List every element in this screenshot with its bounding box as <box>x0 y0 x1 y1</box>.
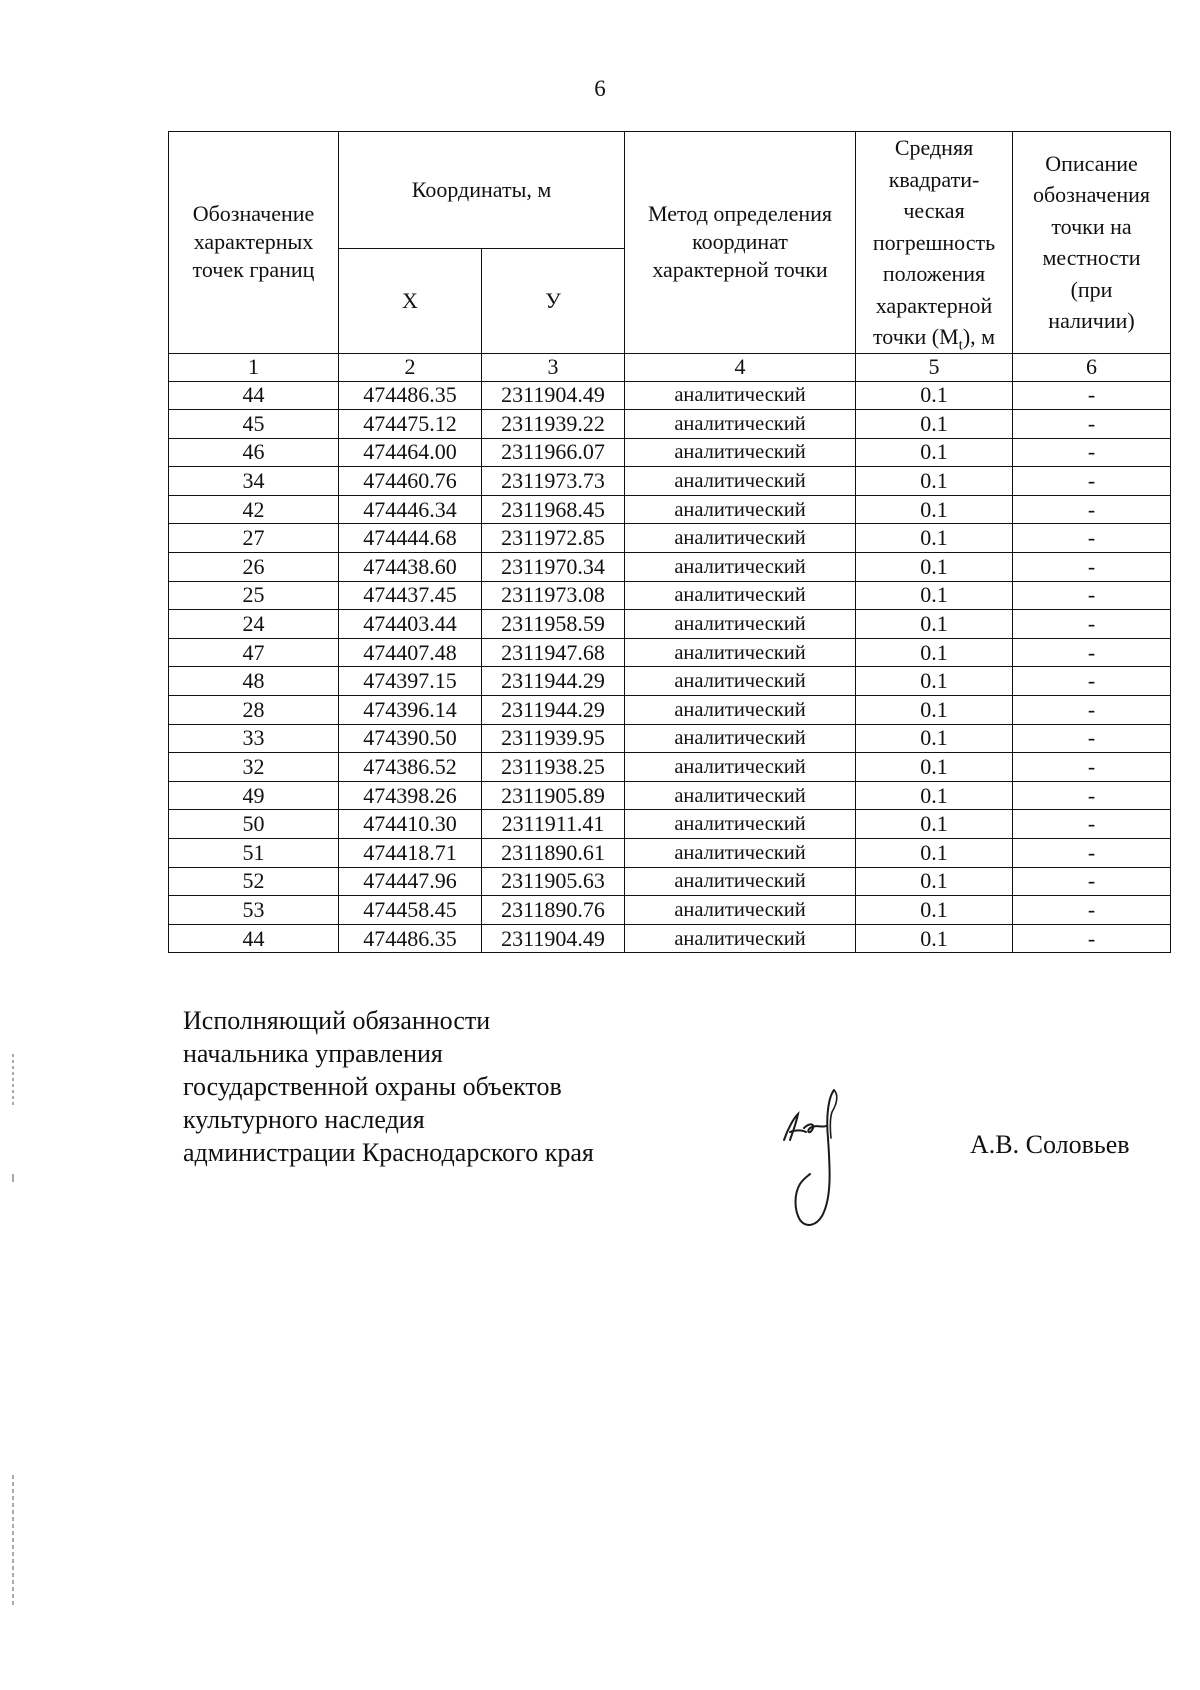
table-row <box>169 839 1171 868</box>
cell-desc: - <box>1013 410 1171 439</box>
header-error-line: погрешность <box>872 229 996 255</box>
cell-y: 2311958.59 <box>482 610 625 639</box>
cell-y: 2311966.07 <box>482 438 625 467</box>
cell-point: 46 <box>169 438 339 467</box>
cell-error: 0.1 <box>856 924 1013 953</box>
cell-method: аналитический <box>625 553 856 582</box>
column-number: 4 <box>625 353 856 381</box>
table-row <box>169 696 1171 725</box>
cell-error: 0.1 <box>856 810 1013 839</box>
header-y: У <box>482 249 625 353</box>
table-row <box>169 638 1171 667</box>
cell-method: аналитический <box>625 724 856 753</box>
cell-method: аналитический <box>625 667 856 696</box>
header-method-line: характерной точки <box>652 257 828 283</box>
header-error-line: ческая <box>903 198 965 223</box>
cell-y: 2311905.63 <box>482 867 625 896</box>
cell-method: аналитический <box>625 610 856 639</box>
cell-x: 474418.71 <box>339 839 482 868</box>
header-error-line: характерной <box>875 292 993 318</box>
page-number: 6 <box>594 76 606 101</box>
table-row <box>169 896 1171 925</box>
cell-point: 32 <box>169 753 339 782</box>
header-description-line: местности <box>1042 245 1141 271</box>
header-designation-line: характерных <box>193 229 314 255</box>
cell-y: 2311947.68 <box>482 638 625 667</box>
scan-margin-marks <box>0 0 60 1690</box>
header-error-line: положения <box>882 261 986 286</box>
cell-y: 2311939.22 <box>482 410 625 439</box>
cell-error: 0.1 <box>856 839 1013 868</box>
cell-point: 26 <box>169 553 339 582</box>
cell-x: 474397.15 <box>339 667 482 696</box>
cell-point: 34 <box>169 467 339 496</box>
header-designation-line: точек границ <box>192 257 315 283</box>
table-row <box>169 438 1171 467</box>
cell-method: аналитический <box>625 467 856 496</box>
cell-y: 2311904.49 <box>482 924 625 953</box>
table-row <box>169 667 1171 696</box>
cell-x: 474390.50 <box>339 724 482 753</box>
header-description-line: наличии) <box>1048 308 1135 334</box>
cell-x: 474398.26 <box>339 781 482 810</box>
cell-y: 2311890.61 <box>482 839 625 868</box>
header-coordinates: Координаты, м <box>339 132 625 249</box>
cell-method: аналитический <box>625 867 856 896</box>
cell-y: 2311968.45 <box>482 495 625 524</box>
cell-point: 49 <box>169 781 339 810</box>
header-error <box>856 132 1013 354</box>
cell-point: 51 <box>169 839 339 868</box>
cell-y: 2311890.76 <box>482 896 625 925</box>
cell-y: 2311944.29 <box>482 696 625 725</box>
cell-point: 48 <box>169 667 339 696</box>
header-description-line: Описание <box>1045 150 1138 176</box>
cell-desc: - <box>1013 638 1171 667</box>
cell-point: 44 <box>169 924 339 953</box>
header-error-line-last <box>856 321 1012 353</box>
cell-x: 474444.68 <box>339 524 482 553</box>
header-method-line: Метод определения <box>647 201 833 227</box>
header-description <box>1013 132 1171 354</box>
cell-desc: - <box>1013 438 1171 467</box>
cell-method: аналитический <box>625 495 856 524</box>
column-number: 6 <box>1013 353 1171 381</box>
cell-x: 474386.52 <box>339 753 482 782</box>
cell-error: 0.1 <box>856 753 1013 782</box>
cell-method: аналитический <box>625 810 856 839</box>
signatory-title-line: культурного наследия <box>183 1105 425 1134</box>
column-number: 3 <box>482 353 625 381</box>
cell-error: 0.1 <box>856 867 1013 896</box>
cell-error: 0.1 <box>856 524 1013 553</box>
table-row <box>169 553 1171 582</box>
cell-method: аналитический <box>625 524 856 553</box>
cell-desc: - <box>1013 667 1171 696</box>
table-row <box>169 753 1171 782</box>
table-row <box>169 724 1171 753</box>
cell-method: аналитический <box>625 410 856 439</box>
cell-method: аналитический <box>625 696 856 725</box>
cell-x: 474475.12 <box>339 410 482 439</box>
cell-method: аналитический <box>625 638 856 667</box>
signer-name: А.В. Соловьев <box>970 1130 1130 1159</box>
cell-desc: - <box>1013 781 1171 810</box>
header-error-line: Средняя <box>894 135 974 160</box>
signatory-title-line: государственной охраны объектов <box>183 1072 562 1101</box>
cell-point: 50 <box>169 810 339 839</box>
table-row <box>169 495 1171 524</box>
column-number: 5 <box>856 353 1013 381</box>
cell-method: аналитический <box>625 896 856 925</box>
cell-x: 474396.14 <box>339 696 482 725</box>
cell-point: 52 <box>169 867 339 896</box>
cell-desc: - <box>1013 839 1171 868</box>
cell-error: 0.1 <box>856 581 1013 610</box>
table-row <box>169 467 1171 496</box>
cell-y: 2311904.49 <box>482 381 625 410</box>
cell-error: 0.1 <box>856 410 1013 439</box>
cell-method: аналитический <box>625 839 856 868</box>
cell-x: 474403.44 <box>339 610 482 639</box>
table-row <box>169 867 1171 896</box>
cell-point: 45 <box>169 410 339 439</box>
table-row <box>169 581 1171 610</box>
cell-y: 2311911.41 <box>482 810 625 839</box>
cell-desc: - <box>1013 724 1171 753</box>
cell-desc: - <box>1013 553 1171 582</box>
cell-desc: - <box>1013 696 1171 725</box>
cell-x: 474460.76 <box>339 467 482 496</box>
cell-y: 2311973.08 <box>482 581 625 610</box>
header-description-line: точки на <box>1051 213 1132 239</box>
header-error-line: квадрати- <box>888 166 980 192</box>
table-row <box>169 610 1171 639</box>
cell-point: 33 <box>169 724 339 753</box>
signatory-title-line: начальника управления <box>183 1039 443 1068</box>
cell-error: 0.1 <box>856 638 1013 667</box>
cell-x: 474464.00 <box>339 438 482 467</box>
cell-x: 474446.34 <box>339 495 482 524</box>
cell-method: аналитический <box>625 753 856 782</box>
cell-method: аналитический <box>625 581 856 610</box>
cell-x: 474410.30 <box>339 810 482 839</box>
cell-error: 0.1 <box>856 381 1013 410</box>
cell-error: 0.1 <box>856 724 1013 753</box>
header-error-suffix: ), м <box>962 324 996 349</box>
header-method-line: координат <box>692 229 788 255</box>
cell-y: 2311970.34 <box>482 553 625 582</box>
header-error-prefix: точки (М <box>872 324 959 349</box>
cell-point: 42 <box>169 495 339 524</box>
cell-point: 47 <box>169 638 339 667</box>
table-row <box>169 781 1171 810</box>
handwritten-signature-icon <box>776 1088 856 1238</box>
table-body <box>169 381 1171 953</box>
cell-desc: - <box>1013 867 1171 896</box>
table-row <box>169 924 1171 953</box>
table-row <box>169 410 1171 439</box>
cell-x: 474447.96 <box>339 867 482 896</box>
cell-error: 0.1 <box>856 610 1013 639</box>
header-description-line: (при <box>1070 276 1113 302</box>
cell-error: 0.1 <box>856 495 1013 524</box>
table-row <box>169 524 1171 553</box>
header-description-line: обозначения <box>1032 182 1151 208</box>
header-designation-line: Обозначение <box>192 201 315 227</box>
cell-error: 0.1 <box>856 896 1013 925</box>
header-method <box>625 132 856 354</box>
coordinates-table <box>168 131 1171 953</box>
header-error-sub: t <box>958 337 963 354</box>
cell-x: 474437.45 <box>339 581 482 610</box>
cell-x: 474486.35 <box>339 381 482 410</box>
cell-desc: - <box>1013 810 1171 839</box>
cell-point: 28 <box>169 696 339 725</box>
cell-desc: - <box>1013 467 1171 496</box>
signatory-title <box>183 1004 594 1169</box>
cell-method: аналитический <box>625 381 856 410</box>
cell-y: 2311938.25 <box>482 753 625 782</box>
cell-point: 27 <box>169 524 339 553</box>
cell-point: 53 <box>169 896 339 925</box>
cell-desc: - <box>1013 524 1171 553</box>
header-designation <box>169 132 339 354</box>
signatory-title-line: администрации Краснодарского края <box>183 1138 594 1167</box>
cell-x: 474438.60 <box>339 553 482 582</box>
cell-y: 2311944.29 <box>482 667 625 696</box>
cell-x: 474458.45 <box>339 896 482 925</box>
cell-y: 2311905.89 <box>482 781 625 810</box>
cell-desc: - <box>1013 581 1171 610</box>
cell-desc: - <box>1013 924 1171 953</box>
cell-error: 0.1 <box>856 667 1013 696</box>
cell-method: аналитический <box>625 438 856 467</box>
cell-desc: - <box>1013 381 1171 410</box>
table-row <box>169 381 1171 410</box>
table-row <box>169 810 1171 839</box>
cell-y: 2311939.95 <box>482 724 625 753</box>
cell-error: 0.1 <box>856 696 1013 725</box>
cell-x: 474407.48 <box>339 638 482 667</box>
column-number: 1 <box>169 353 339 381</box>
cell-point: 44 <box>169 381 339 410</box>
cell-point: 25 <box>169 581 339 610</box>
cell-desc: - <box>1013 896 1171 925</box>
cell-desc: - <box>1013 495 1171 524</box>
cell-x: 474486.35 <box>339 924 482 953</box>
column-number: 2 <box>339 353 482 381</box>
cell-desc: - <box>1013 753 1171 782</box>
cell-error: 0.1 <box>856 438 1013 467</box>
cell-desc: - <box>1013 610 1171 639</box>
signatory-title-line: Исполняющий обязанности <box>183 1006 491 1035</box>
header-x: Х <box>339 249 482 353</box>
cell-point: 24 <box>169 610 339 639</box>
cell-error: 0.1 <box>856 467 1013 496</box>
cell-y: 2311972.85 <box>482 524 625 553</box>
cell-error: 0.1 <box>856 781 1013 810</box>
cell-error: 0.1 <box>856 553 1013 582</box>
cell-method: аналитический <box>625 781 856 810</box>
cell-y: 2311973.73 <box>482 467 625 496</box>
cell-method: аналитический <box>625 924 856 953</box>
